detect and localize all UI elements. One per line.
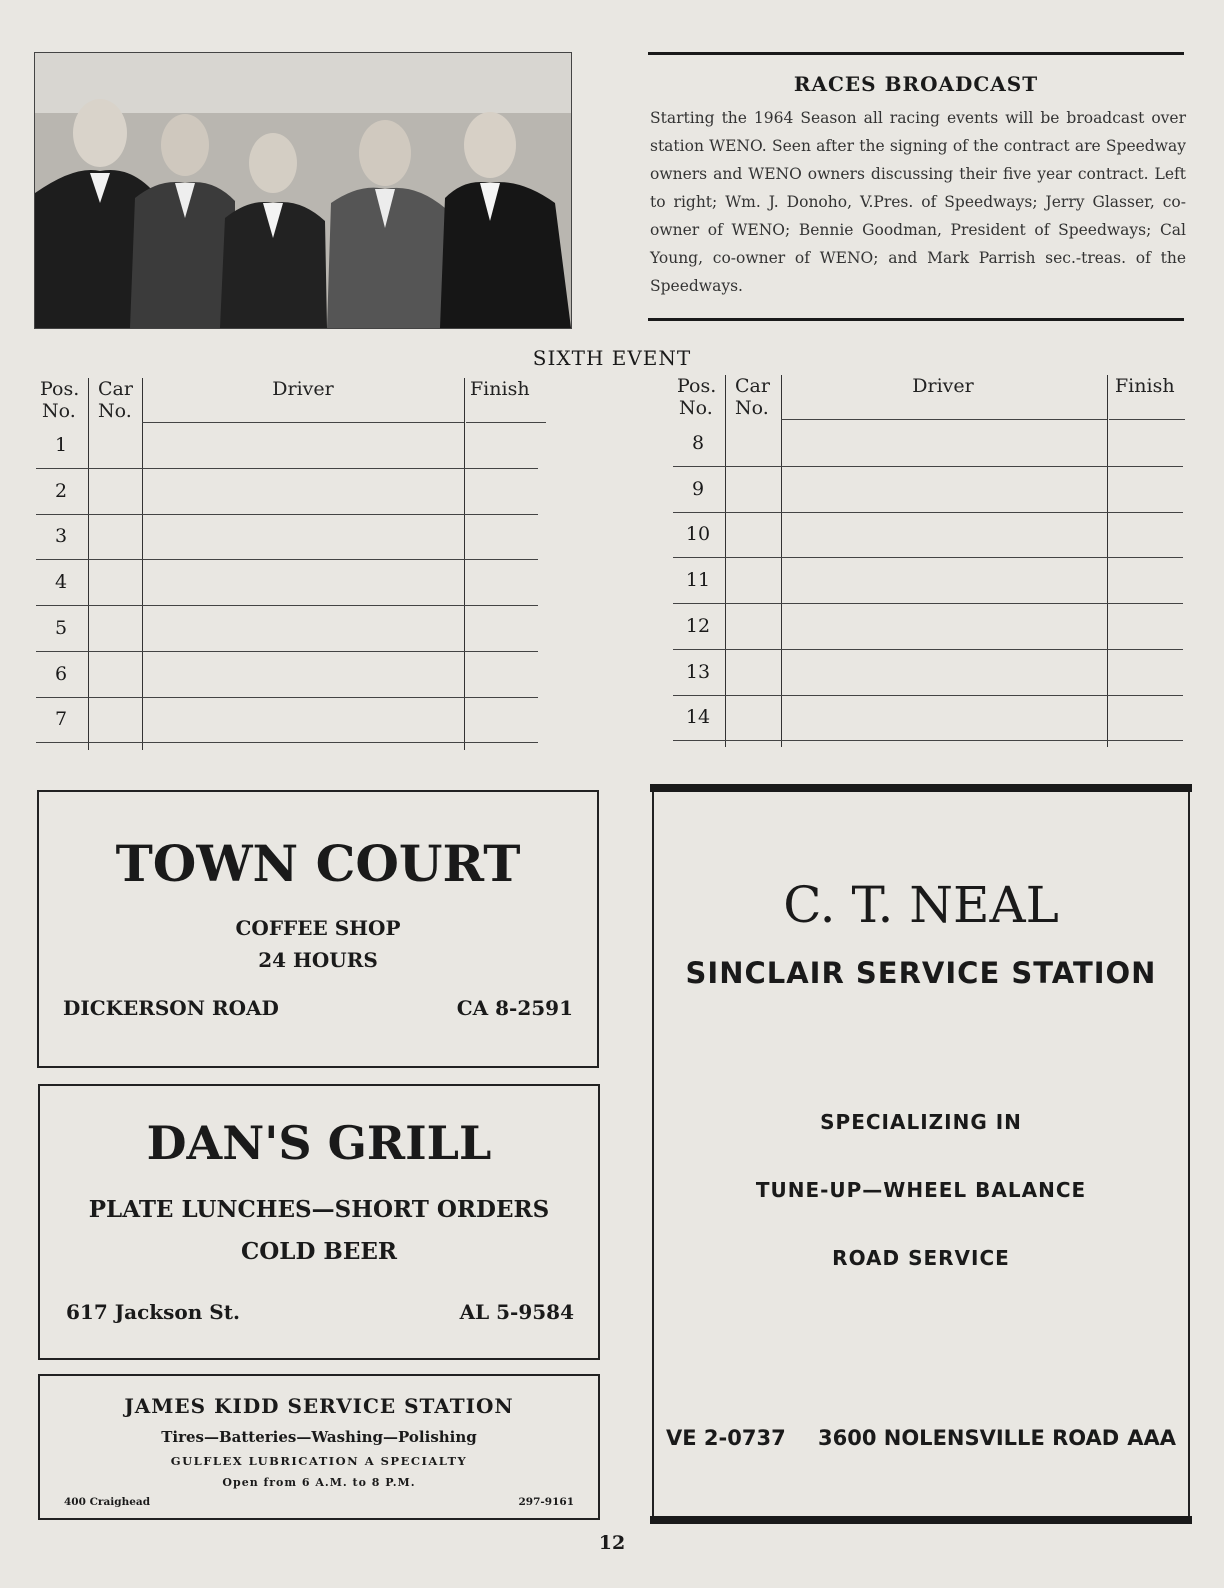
bottom-rule: [648, 318, 1184, 321]
position-number: 14: [685, 706, 711, 729]
divider: [725, 375, 726, 747]
town-court-phone: CA 8-2591: [456, 996, 573, 1020]
james-kidd-name: JAMES KIDD SERVICE STATION: [124, 1394, 514, 1418]
position-number: 12: [685, 614, 711, 637]
driver-header: Driver: [272, 378, 334, 400]
ct-neal-phone: VE 2-0737: [666, 1426, 786, 1450]
town-court-line1: COFFEE SHOP: [235, 916, 401, 940]
position-number: 10: [685, 523, 711, 546]
james-kidd-line1: Tires—Batteries—Washing—Polishing: [161, 1428, 477, 1446]
position-number: 4: [54, 571, 68, 594]
pos-header-1: Pos.: [40, 378, 80, 400]
ct-neal-line3: ROAD SERVICE: [832, 1246, 1010, 1270]
ct-neal-address: 3600 NOLENSVILLE ROAD: [818, 1426, 1120, 1450]
finish-header: Finish: [1115, 375, 1175, 397]
divider: [142, 378, 143, 750]
event-title: SIXTH EVENT: [532, 346, 692, 370]
row-line: [673, 649, 1183, 650]
group-photo: [34, 52, 572, 329]
position-number: 1: [54, 434, 68, 456]
top-rule: [648, 52, 1184, 55]
position-number: 13: [685, 660, 711, 683]
pos-header-1: Pos.: [677, 375, 717, 397]
row-line: [673, 466, 1183, 467]
dans-grill-phone: AL 5-9584: [459, 1300, 574, 1324]
event-grid-right: [673, 375, 1185, 750]
row-line: [36, 742, 538, 743]
town-court-line2: 24 HOURS: [258, 948, 378, 972]
dans-grill-name: DAN'S GRILL: [146, 1116, 492, 1170]
ct-neal-line2: TUNE-UP—WHEEL BALANCE: [755, 1178, 1087, 1202]
james-kidd-line2: GULFLEX LUBRICATION A SPECIALTY: [170, 1454, 468, 1468]
divider: [1107, 375, 1108, 747]
car-header-2: No.: [98, 400, 132, 422]
row-line: [466, 422, 546, 423]
dans-grill-line2: COLD BEER: [240, 1238, 398, 1265]
divider: [464, 378, 465, 750]
dans-grill-line1: PLATE LUNCHES—SHORT ORDERS: [88, 1196, 550, 1223]
ct-neal-name: C. T. NEAL: [783, 876, 1059, 934]
pos-header-2: No.: [42, 400, 76, 422]
row-line: [1109, 419, 1185, 420]
divider: [88, 378, 89, 750]
row-line: [36, 605, 538, 606]
row-line: [673, 557, 1183, 558]
position-number: 5: [54, 616, 68, 639]
photo-illustration: [35, 53, 571, 328]
pos-header-2: No.: [679, 397, 713, 419]
row-line: [36, 468, 538, 469]
ct-neal-ad: [652, 788, 1190, 1520]
row-line: [36, 697, 538, 698]
row-line: [781, 419, 1107, 420]
james-kidd-line3: Open from 6 A.M. to 8 P.M.: [222, 1476, 416, 1489]
position-number: 7: [54, 708, 68, 731]
town-court-ad: [37, 790, 599, 1068]
finish-header: Finish: [470, 378, 530, 400]
driver-header: Driver: [912, 375, 974, 397]
town-court-name: TOWN COURT: [115, 834, 521, 893]
row-line: [673, 740, 1183, 741]
position-number: 11: [685, 569, 711, 592]
row-line: [673, 512, 1183, 513]
position-number: 8: [691, 432, 705, 454]
james-kidd-address: 400 Craighead: [64, 1496, 151, 1508]
james-kidd-phone: 297-9161: [518, 1496, 574, 1508]
ct-neal-subtitle: SINCLAIR SERVICE STATION: [685, 956, 1157, 990]
ct-neal-line1: SPECIALIZING IN: [820, 1110, 1022, 1134]
row-line: [36, 514, 538, 515]
town-court-address: DICKERSON ROAD: [63, 996, 279, 1020]
car-header-1: Car: [98, 378, 133, 400]
divider: [781, 375, 782, 747]
event-grid-left: [36, 378, 546, 753]
races-broadcast-body: Starting the 1964 Season all racing events will be broadcast over station WENO. Seen after the signing of the contract are Speedway owners and WENO owners discussing their five year contract. Left to right; Wm. J. Donoho, V.Pres. of Speedways; Jerry Glasser, co-owner of WENO; Bennie Goodman, President of Speedways; Cal Young, co-owner of WENO; and Mark Parrish sec.-treas. of the Speedways.: [650, 109, 1186, 295]
position-number: 9: [691, 477, 705, 500]
row-line: [36, 559, 538, 560]
row-line: [36, 651, 538, 652]
james-kidd-ad: [38, 1374, 600, 1520]
row-line: [673, 603, 1183, 604]
page-number: 12: [598, 1532, 626, 1554]
dans-grill-address: 617 Jackson St.: [66, 1300, 240, 1324]
car-header-1: Car: [735, 375, 770, 397]
car-header-2: No.: [735, 397, 769, 419]
position-number: 3: [54, 525, 68, 548]
position-number: 6: [54, 662, 68, 685]
row-line: [673, 695, 1183, 696]
top-bar: [650, 784, 1192, 792]
races-broadcast-title: RACES BROADCAST: [793, 72, 1039, 96]
bottom-bar: [650, 1516, 1192, 1524]
position-number: 2: [54, 479, 68, 502]
ct-neal-aaa: AAA: [1127, 1426, 1176, 1450]
row-line: [142, 422, 464, 423]
dans-grill-ad: [38, 1084, 600, 1360]
